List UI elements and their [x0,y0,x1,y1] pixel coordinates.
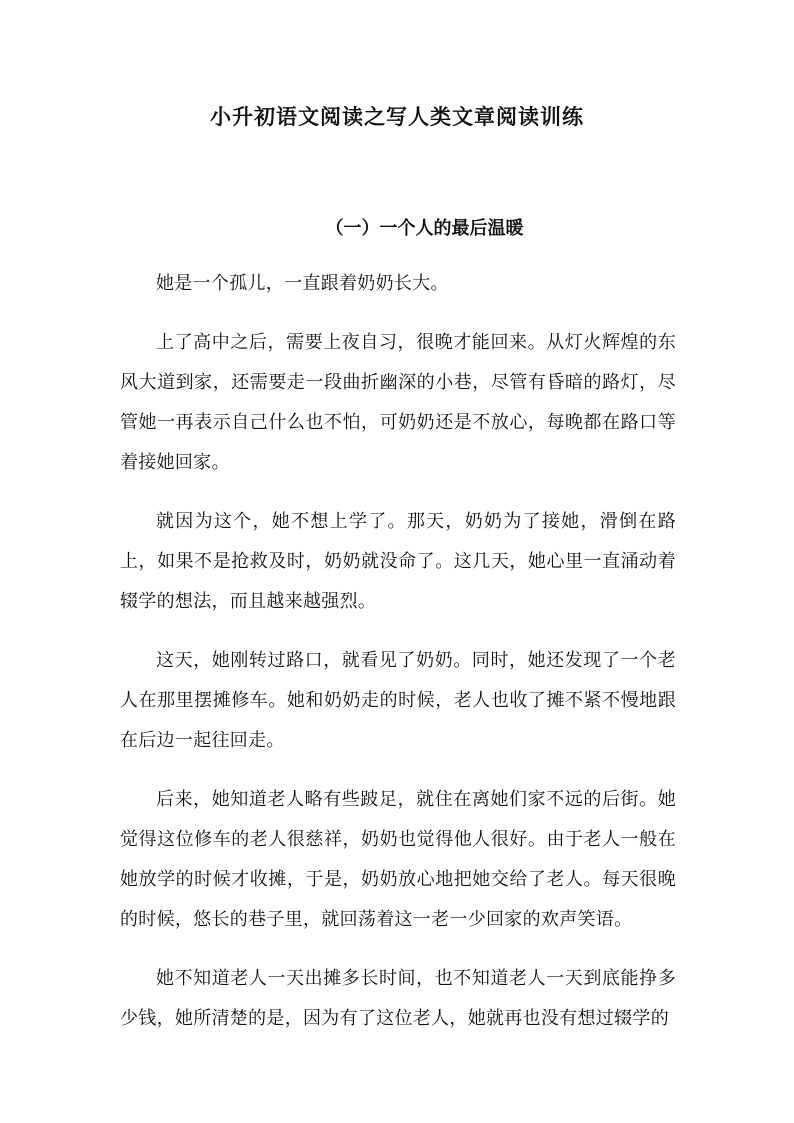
article-body [120,264,676,1058]
paragraph: 她不知道老人一天出摊多长时间，也不知道老人一天到底能挣多少钱，她所清楚的是，因为有了这位老人，她就再也没有想过辍学的 [120,968,676,1029]
paragraph: 这天，她刚转过路口，就看见了奶奶。同时，她还发现了一个老人在那里摆摊修车。她和奶奶走的时候，老人也收了摊不紧不慢地跟在后边一起往回走。 [120,650,676,751]
paragraph: 后来，她知道老人略有些跛足，就住在离她们家不远的后街。她觉得这位修车的老人很慈祥，奶奶也觉得他人很好。由于老人一般在她放学的时候才收摊，于是，奶奶放心地把她交给了老人。每天很晚的时候，悠长的巷子里，就回荡着这一老一少回家的欢声笑语。 [120,789,676,930]
section-title: （一）一个人的最后温暖 [325,218,524,239]
paragraph: 上了高中之后，需要上夜自习，很晚才能回来。从灯火辉煌的东风大道到家，还需要走一段曲折幽深的小巷，尽管有昏暗的路灯，尽管她一再表示自己什么也不怕，可奶奶还是不放心，每晚都在路口等着接她回家。 [120,332,676,473]
document-title: 小升初语文阅读之写人类文章阅读训练 [210,104,584,129]
paragraph: 就因为这个，她不想上学了。那天，奶奶为了接她，滑倒在路上，如果不是抢救及时，奶奶就没命了。这几天，她心里一直涌动着辍学的想法，而且越来越强烈。 [120,511,676,612]
paragraph: 她是一个孤儿，一直跟着奶奶长大。 [156,273,449,294]
